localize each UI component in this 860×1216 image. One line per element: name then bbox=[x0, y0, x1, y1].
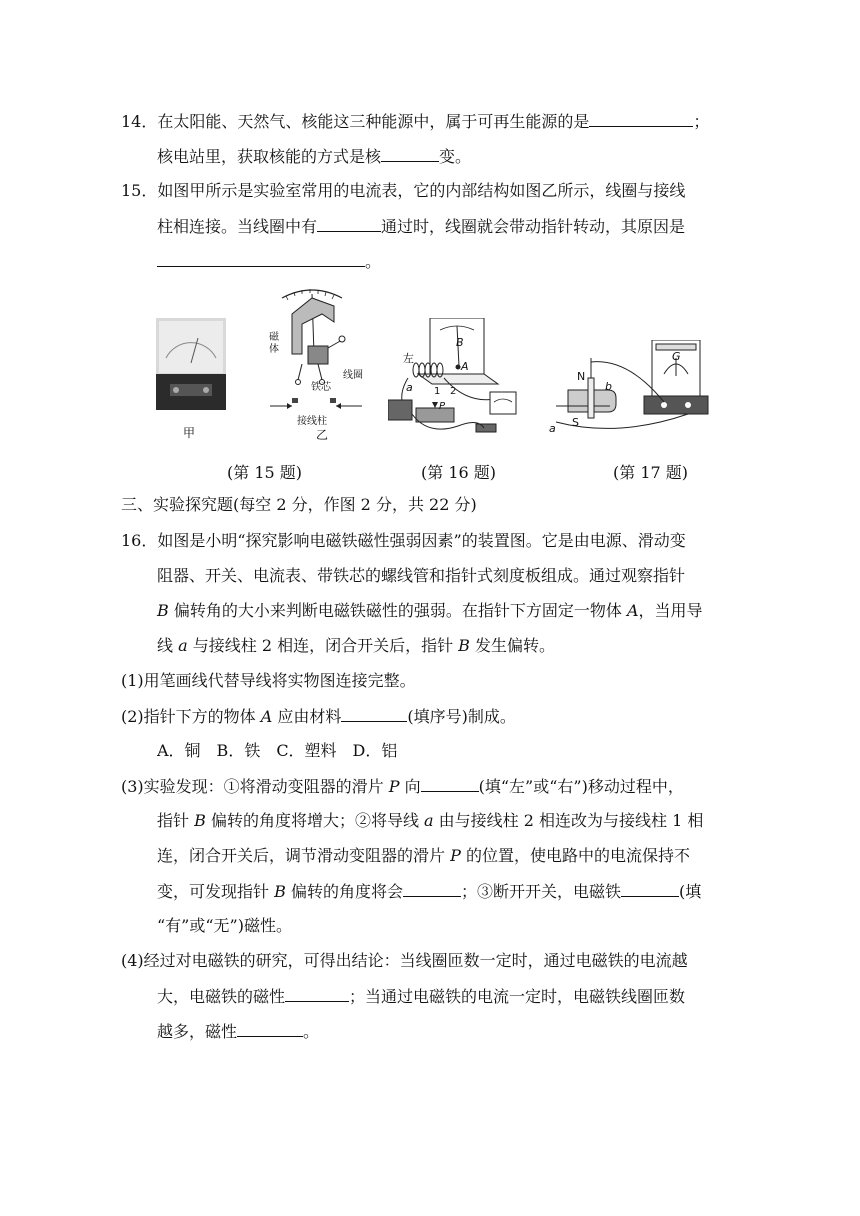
q14-blank-2[interactable] bbox=[381, 145, 439, 162]
figure-15-core-label: 铁芯 bbox=[311, 382, 331, 393]
figure-15-coil-label: 线圈 bbox=[343, 370, 363, 381]
figure-17-a-label: a bbox=[549, 422, 556, 435]
q16-part-2: (2)指针下方的物体 A 应由材料 (填序号)制成。 bbox=[121, 707, 516, 726]
q16-blank-current-conclusion[interactable] bbox=[285, 985, 349, 1002]
q16-part-4-line3: 越多，磁性 。 bbox=[157, 1022, 320, 1041]
q16-blank-material[interactable] bbox=[341, 705, 407, 722]
q16-part-4-line2: 大，电磁铁的磁性 ；当通过电磁铁的电流一定时，电磁铁线圈匝数 bbox=[157, 987, 686, 1006]
section-3-heading: 三、实验探究题(每空 2 分，作图 2 分，共 22 分) bbox=[121, 495, 477, 514]
q16-blank-magnetism[interactable] bbox=[621, 880, 679, 897]
q16-part-1: (1)用笔画线代替导线将实物图连接完整。 bbox=[121, 671, 416, 690]
q16-line1: 16．如图是小明“探究影响电磁铁磁性强弱因素”的装置图。它是由电源、滑动变 bbox=[121, 531, 686, 550]
q16-part-3-line1: (3)实验发现：①将滑动变阻器的滑片 P 向 (填“左”或“右”)移动过程中， bbox=[121, 777, 684, 796]
q16-line2: 阻器、开关、电流表、带铁芯的螺线管和指针式刻度板组成。通过观察指针 bbox=[157, 566, 686, 585]
q16-blank-direction[interactable] bbox=[421, 775, 479, 792]
figure-16-terminal-2-label: 2 bbox=[450, 386, 457, 397]
figure-16-left-label: 左 bbox=[403, 352, 414, 365]
figure-16-P-label: P bbox=[439, 401, 446, 412]
q14-blank-1[interactable] bbox=[589, 110, 693, 127]
figure-17-b-label: b bbox=[605, 380, 612, 393]
q16-number: 16． bbox=[121, 531, 158, 550]
q16-part-4-line1: (4)经过对电磁铁的研究，可得出结论：当线圈匝数一定时，通过电磁铁的电流越 bbox=[121, 951, 688, 970]
q15-line2: 柱相连接。当线圈中有 通过时，线圈就会带动指针转动，其原因是 bbox=[157, 217, 686, 236]
q14-number: 14． bbox=[121, 112, 158, 131]
q15-line1: 15．如图甲所示是实验室常用的电流表，它的内部结构如图乙所示，线圈与接线 bbox=[121, 181, 686, 200]
q15-blank-1[interactable] bbox=[317, 215, 381, 232]
q15-blank-2[interactable] bbox=[157, 250, 365, 267]
figure-17-G-label: G bbox=[672, 350, 681, 363]
q16-part-3-line4: 变，可发现指针 B 偏转的角度将会 ；③断开开关，电磁铁 (填 bbox=[157, 882, 702, 901]
q14-line2: 核电站里，获取核能的方式是核 变。 bbox=[157, 147, 472, 166]
figure-16-B-label: B bbox=[456, 336, 464, 349]
caption-figure-17: (第 17 题) bbox=[613, 463, 689, 482]
figure-17-S-label: S bbox=[572, 416, 579, 429]
q15-number: 15． bbox=[121, 181, 158, 200]
figure-16-A-label: A bbox=[461, 360, 469, 373]
figure-16-terminal-1-label: 1 bbox=[434, 386, 441, 397]
figure-15-magnet-label: 磁 体 bbox=[269, 332, 279, 355]
figure-15-terminal-label: 接线柱 bbox=[297, 416, 327, 427]
caption-figure-16: (第 16 题) bbox=[421, 463, 497, 482]
q16-part-3-line3: 连，闭合开关后，调节滑动变阻器的滑片 P 的位置，使电路中的电流保持不 bbox=[157, 846, 690, 865]
q16-options: A．铜 B．铁 C．塑料 D．铝 bbox=[157, 741, 398, 760]
q15-line3: 。 bbox=[157, 250, 381, 273]
q16-blank-angle[interactable] bbox=[403, 880, 461, 897]
figure-15-label-yi: 乙 bbox=[316, 428, 329, 442]
figure-17-N-label: N bbox=[577, 370, 586, 383]
q16-line3: B 偏转角的大小来判断电磁铁磁性的强弱。在指针下方固定一物体 A，当用导 bbox=[157, 601, 703, 620]
q16-line4: 线 a 与接线柱 2 相连，闭合开关后，指针 B 发生偏转。 bbox=[157, 636, 556, 655]
figure-16-a-label: a bbox=[406, 381, 413, 394]
q16-part-3-line5: “有”或“无”)磁性。 bbox=[157, 916, 292, 935]
q16-part-3-line2: 指针 B 偏转的角度将增大；②将导线 a 由与接线柱 2 相连改为与接线柱 1 相 bbox=[157, 811, 704, 830]
figure-15-label-jia: 甲 bbox=[183, 426, 196, 440]
q16-blank-turns-conclusion[interactable] bbox=[237, 1020, 303, 1037]
q14-line1: 14．在太阳能、天然气、核能这三种能源中，属于可再生能源的是 ； bbox=[121, 112, 710, 131]
figure-15-jia-photo bbox=[156, 318, 226, 410]
caption-figure-15: (第 15 题) bbox=[227, 463, 303, 482]
